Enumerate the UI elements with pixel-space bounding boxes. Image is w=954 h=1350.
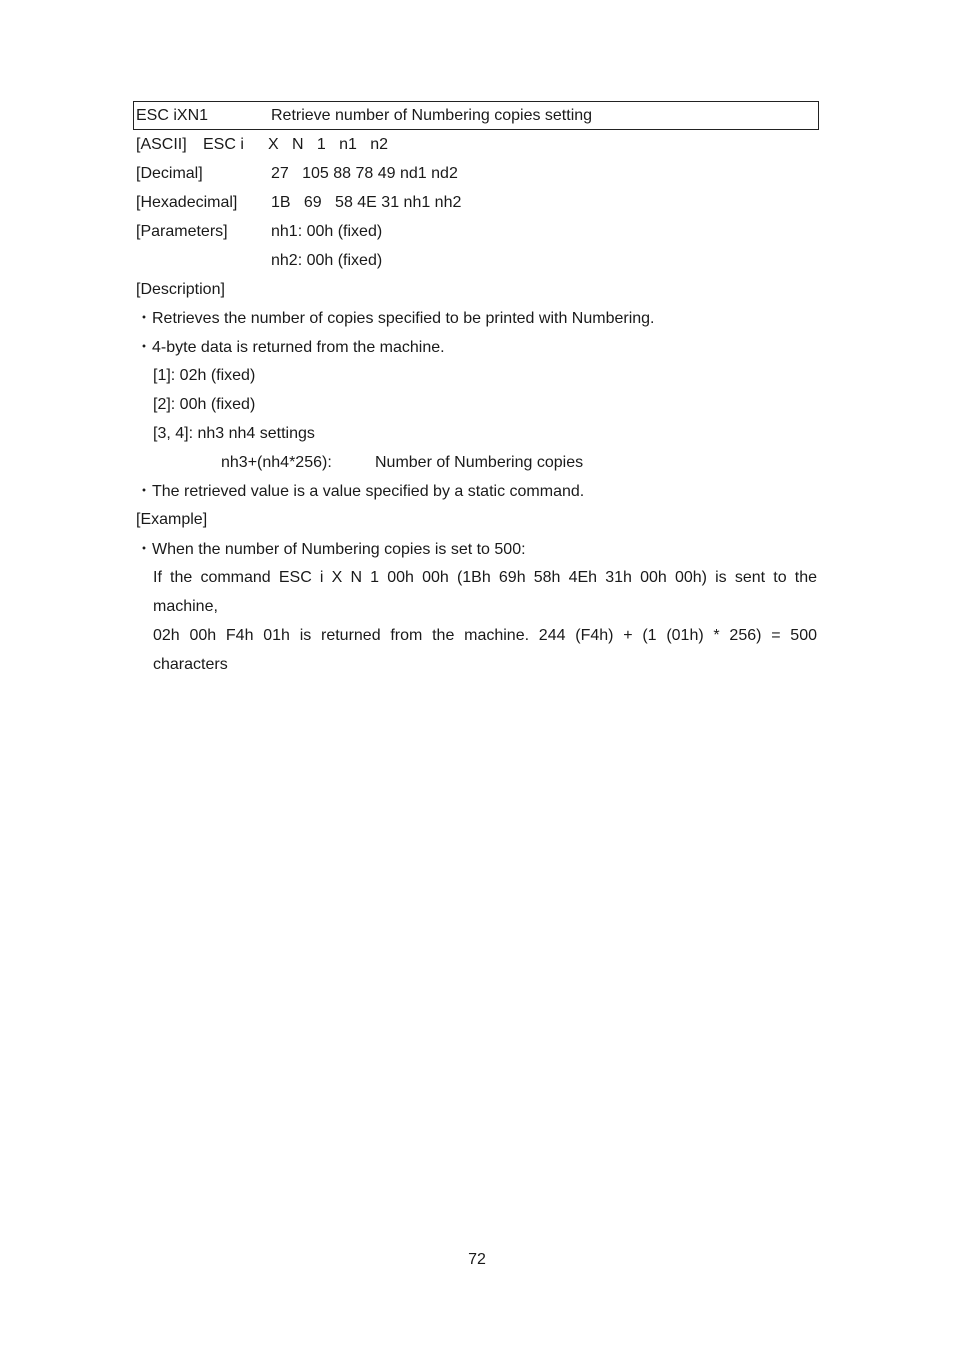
description-label: [Description]: [136, 281, 225, 298]
formula-meaning: Number of Numbering copies: [375, 454, 584, 471]
data-item: [3, 4]: nh3 nh4 settings: [153, 425, 315, 442]
parameter-item: nh2: 00h (fixed): [271, 252, 383, 269]
parameter-item: nh1: 00h (fixed): [271, 223, 383, 240]
example-text-line: characters: [153, 656, 228, 673]
hexadecimal-label: [Hexadecimal]: [136, 194, 238, 211]
ascii-label: [ASCII]: [136, 136, 187, 153]
example-text-line: If the command ESC i X N 1 00h 00h (1Bh 69h 58h 4Eh 31h 00h 00h) is sent to the: [153, 569, 817, 586]
page-number: 72: [468, 1251, 486, 1268]
ascii-prefix: ESC i: [203, 136, 244, 153]
parameters-label: [Parameters]: [136, 223, 228, 240]
example-label: [Example]: [136, 511, 208, 528]
formula: nh3+(nh4*256):: [221, 454, 332, 471]
decimal-values: 27 105 88 78 49 nd1 nd2: [271, 165, 458, 182]
command-name: ESC iXN1: [136, 107, 209, 124]
ascii-values: X N 1 n1 n2: [268, 136, 389, 153]
hexadecimal-values: 1B 69 58 4E 31 nh1 nh2: [271, 194, 462, 211]
data-item: [2]: 00h (fixed): [153, 396, 256, 413]
example-text-line: machine,: [153, 598, 218, 615]
command-title: Retrieve number of Numbering copies setting: [271, 107, 593, 124]
decimal-label: [Decimal]: [136, 165, 203, 182]
description-bullet: ・4-byte data is returned from the machine.: [136, 339, 445, 356]
example-text-line: 02h 00h F4h 01h is returned from the machine. 244 (F4h) + (1 (01h) * 256) = 500: [153, 627, 817, 644]
description-bullet: ・Retrieves the number of copies specified to be printed with Numbering.: [136, 310, 655, 327]
description-bullet: ・The retrieved value is a value specified by a static command.: [136, 483, 585, 500]
example-bullet: ・When the number of Numbering copies is set to 500:: [136, 541, 526, 558]
data-item: [1]: 02h (fixed): [153, 367, 256, 384]
